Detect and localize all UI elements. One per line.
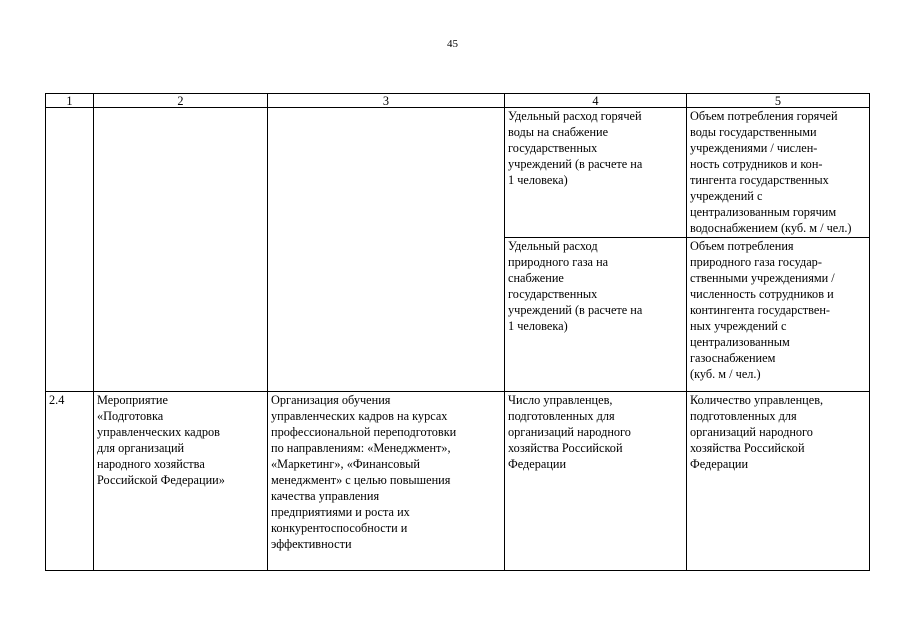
header-col-5: 5 (687, 94, 870, 108)
measure-content-cell: Организация обучения управленческих кадров на курсах профессиональной переподготовки по направлениям: «Менеджмент», «Маркетинг», «Финансовый менеджмент» с целью повышения качества управления предприятиями и роста их конкурентоспособности и эффективности (268, 392, 505, 571)
header-col-3: 3 (268, 94, 505, 108)
indicator-name-cell: Число управленцев, подготовленных для организаций народного хозяйства Российской Федерации (505, 392, 687, 571)
row-number-cell: 2.4 (46, 392, 94, 571)
indicator-formula-cell: Объем потребления природного газа государ- ственными учреждениями / численность сотрудников и контингента государствен- ных учреждений с централизованным газоснабжением (куб. м / чел.) (687, 238, 870, 392)
measures-table (45, 93, 870, 571)
measure-name-cell (94, 108, 268, 392)
header-col-4: 4 (505, 94, 687, 108)
indicator-formula-cell: Объем потребления горячей воды государственными учреждениями / числен- ность сотрудников и кон- тингента государственных учреждений с централизованным горячим водоснабжением (куб. м / чел.) (687, 108, 870, 238)
measure-content-cell (268, 108, 505, 392)
header-row (46, 94, 870, 108)
indicator-formula-cell: Количество управленцев, подготовленных для организаций народного хозяйства Российской Федерации (687, 392, 870, 571)
measure-name-cell: Мероприятие «Подготовка управленческих кадров для организаций народного хозяйства Российской Федерации» (94, 392, 268, 571)
page-number: 45 (447, 38, 458, 50)
table-row (46, 108, 870, 238)
header-col-1: 1 (46, 94, 94, 108)
indicator-name-cell: Удельный расход природного газа на снабжение государственных учреждений (в расчете на 1 человека) (505, 238, 687, 392)
row-number-cell (46, 108, 94, 392)
indicator-name-cell: Удельный расход горячей воды на снабжение государственных учреждений (в расчете на 1 человека) (505, 108, 687, 238)
table-row (46, 392, 870, 571)
header-col-2: 2 (94, 94, 268, 108)
